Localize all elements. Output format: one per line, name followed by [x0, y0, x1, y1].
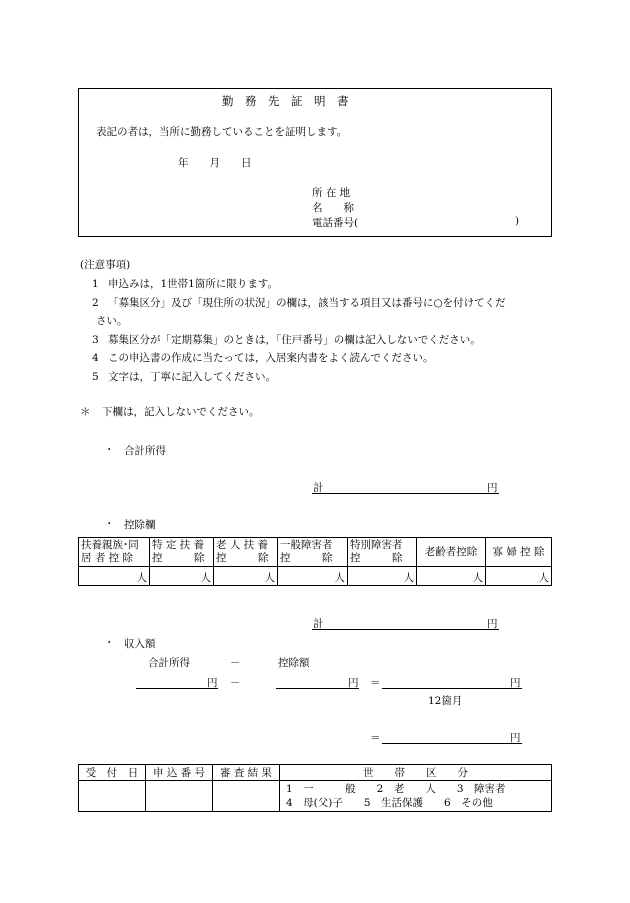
deduction-sum-line — [312, 629, 499, 630]
deduction-value-cell: 人 — [278, 567, 348, 586]
calc-result-yen: 円 — [510, 677, 521, 689]
bullet-income-amount: ・ — [104, 637, 115, 649]
deduction-header: 老 人 扶 養 控 除 — [214, 538, 278, 567]
calc-deduction-yen: 円 — [348, 677, 359, 689]
reception-table — [78, 764, 552, 812]
application-number-cell — [146, 781, 213, 812]
monthly-result-yen: 円 — [510, 732, 521, 744]
deduction-value-cell: 人 — [417, 567, 486, 586]
income-sum-yen: 円 — [487, 482, 498, 494]
office-use-text: 下欄は，記入しないでください。 — [102, 406, 260, 418]
deduction-table — [78, 537, 552, 586]
deduction-label: 控除欄 — [124, 519, 156, 531]
deduction-header: 扶養親族･同 居 者 控 除 — [79, 538, 150, 567]
note-item-3: 3 募集区分が「定期募集」のときは，「住戸番号」の欄は記入しないでください。 — [92, 334, 481, 346]
note-item-4: 4 この申込書の作成に当たっては，入居案内書をよく読んでください。 — [92, 352, 434, 364]
note-item-2-cont: さい。 — [96, 315, 128, 327]
bullet-income: ・ — [104, 444, 115, 456]
income-amount-label: 収入額 — [124, 638, 156, 650]
household-category-header: 世 帯 区 分 — [280, 765, 552, 781]
notes-heading: (注意事項) — [80, 259, 131, 271]
calc-total-income-label: 合計所得 — [148, 657, 190, 669]
calc-income-yen: 円 — [207, 677, 218, 689]
deduction-value-cell: 人 — [348, 567, 417, 586]
household-categories-line2: 4 母(父)子 5 生活保護 6 その他 — [286, 797, 493, 809]
deduction-header: 老齢者控除 — [417, 538, 486, 567]
calc-minus-top: － — [230, 657, 241, 669]
bullet-deduction: ・ — [104, 518, 115, 530]
deduction-value-cell: 人 — [486, 567, 552, 586]
reception-date-header: 受 付 日 — [79, 765, 146, 781]
name-label: 名 称 — [312, 202, 354, 214]
certificate-date: 年 月 日 — [178, 157, 252, 169]
calc-minus: － — [230, 677, 241, 689]
note-item-1: 1 申込みは，1世帯1箇所に限ります。 — [92, 278, 279, 290]
reception-value-row — [79, 781, 552, 812]
deduction-value-cell: 人 — [214, 567, 278, 586]
note-item-2: 2 「募集区分」及び「現住所の状況」の欄は，該当する項目又は番号に○を付けてくだ — [92, 297, 506, 309]
phone-close: ) — [515, 215, 520, 227]
income-total-label: 合計所得 — [124, 445, 166, 457]
deduction-header: 特別障害者 控 除 — [348, 538, 417, 567]
office-use-marker: ＊ — [80, 406, 91, 418]
household-categories-line1: 1 一 般 2 老 人 3 障害者 — [286, 783, 506, 795]
calc-result-line — [382, 688, 522, 689]
deduction-header: 一般障害者 控 除 — [278, 538, 348, 567]
address-label: 所 在 地 — [312, 187, 351, 199]
deduction-header: 寡 婦 控 除 — [486, 538, 552, 567]
certificate-title: 勤 務 先 証 明 書 — [222, 94, 349, 108]
deduction-value-cell: 人 — [79, 567, 150, 586]
deduction-sum-label: 計 — [313, 618, 324, 630]
deduction-value-cell: 人 — [150, 567, 214, 586]
household-category-cell — [280, 781, 552, 812]
phone-label: 電話番号( — [312, 217, 359, 229]
review-result-cell — [213, 781, 280, 812]
review-result-header: 審 査 結 果 — [213, 765, 280, 781]
deduction-header: 特 定 扶 養 控 除 — [150, 538, 214, 567]
note-item-5: 5 文字は，丁寧に記入してください。 — [92, 371, 276, 383]
deduction-sum-yen: 円 — [487, 618, 498, 630]
calc-income-line — [136, 688, 218, 689]
income-sum-label: 計 — [313, 482, 324, 494]
deduction-header-row — [79, 538, 552, 567]
deduction-value-row — [79, 567, 552, 586]
application-number-header: 申 込 番 号 — [146, 765, 213, 781]
calc-equals: ＝ — [370, 677, 381, 689]
income-sum-line — [312, 493, 499, 494]
monthly-equals: ＝ — [370, 732, 381, 744]
reception-date-cell — [79, 781, 146, 812]
certificate-statement: 表記の者は，当所に勤務していることを証明します。 — [96, 126, 348, 138]
monthly-result-line — [382, 743, 522, 744]
calc-months: 12箇月 — [428, 695, 463, 707]
calc-deduction-label: 控除額 — [278, 657, 310, 669]
reception-header-row — [79, 765, 552, 781]
calc-deduction-line — [276, 688, 359, 689]
